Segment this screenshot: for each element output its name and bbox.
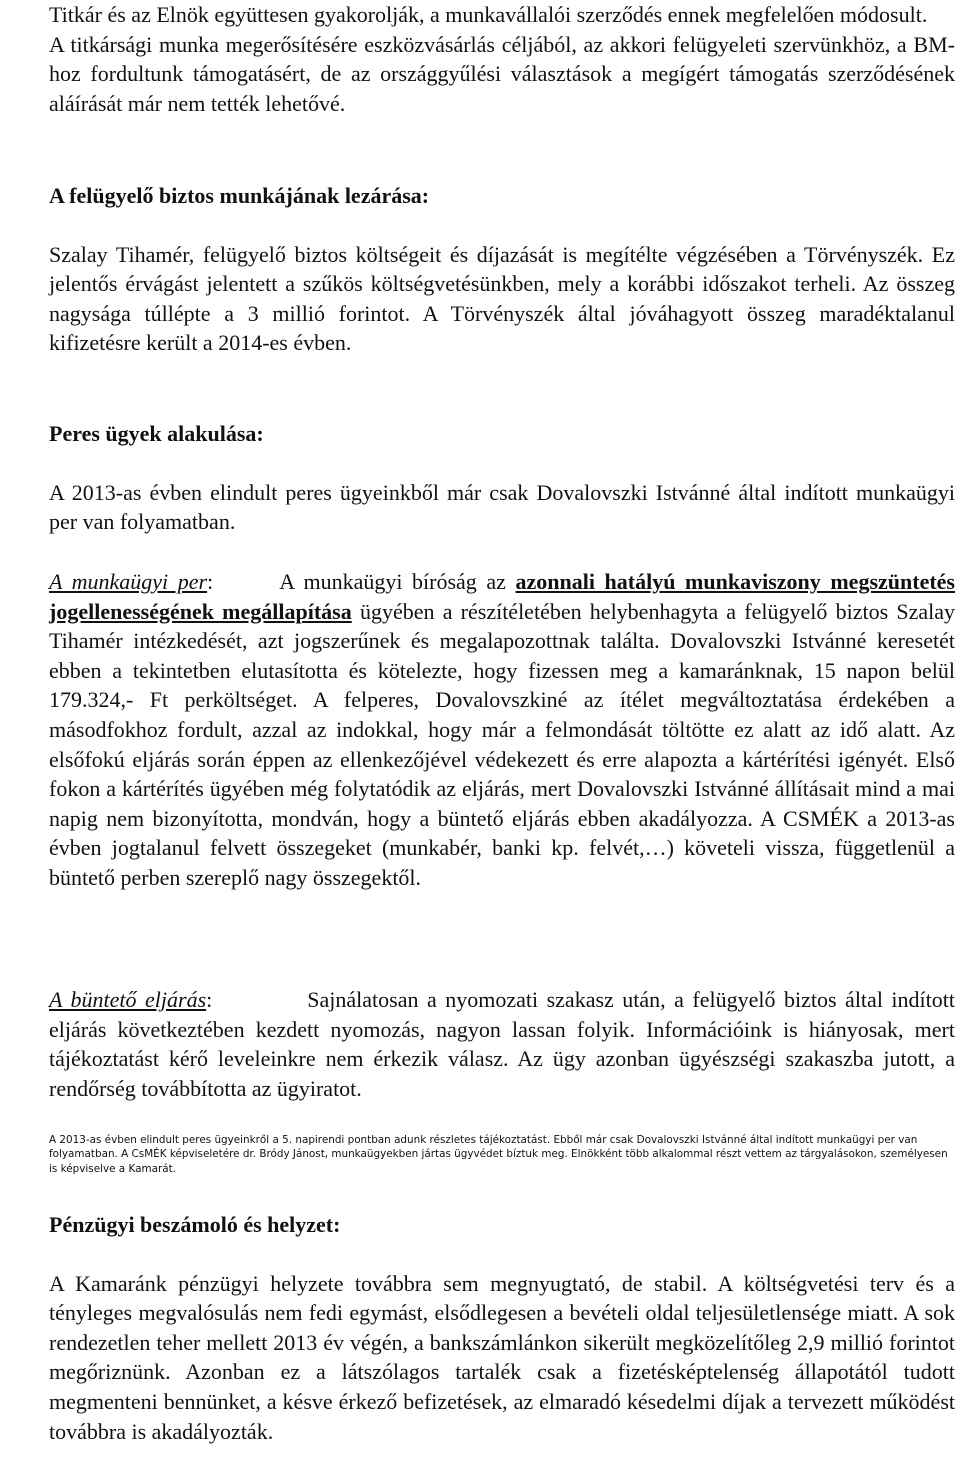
labor-case-emphasis: azonnali hatályú munkaviszony megszüntetés jogellenességének megállapítása [49, 569, 955, 624]
lawsuits-heading: Peres ügyek alakulása: [49, 421, 264, 446]
footnote-text: A 2013-as évben elindult peres ügyeinkről a 5. napirendi pontban adunk részletes tájékoztatást. Ebből már csak Dovalovszki Istvánné által indított munkaügyi per van folyamatban. A CsMÉK képviseletére dr. Bródy Jánost, munkaügyekben jártas ügyvédet bíztuk meg. Elnökként több alkalommal részt vettem az tárgyalásokon, személyesen is képviselve a Kamarát. [49, 1134, 948, 1175]
labor-case-label: A munkaügyi per [49, 569, 208, 594]
finance-paragraph: A Kamaránk pénzügyi helyzete továbbra sem megnyugtató, de stabil. A költségvetési terv és a tényleges megvalósulás nem fedi egymást, elsődlegesen a bevételi oldal teljesületlensége miatt. A sok rendezetlen teher mellett 2013 év végén, a bankszámlánkon sikerült megközelítőleg 2,9 millió forintot megőriznünk. Azonban ez a látszólagos tartalék csak a fizetésképtelenség állapotától tudott megmenteni bennünket, a késve érkező befizetések, az elmaradó késedelmi díjak a tervezett működést továbbra is akadályozták. [49, 1270, 955, 1444]
intro-paragraph-1: Titkár és az Elnök együttesen gyakorolják, a munkavállalói szerződés ennek megfelelően módosult. [49, 2, 928, 27]
supervisor-heading: A felügyelő biztos munkájának lezárása: [49, 183, 430, 208]
lawsuits-section [49, 419, 955, 537]
intro-section [49, 0, 955, 118]
supervisor-section [49, 181, 955, 358]
labor-case-paragraph: A munkaügyi per: A munkaügyi bíróság az azonnali hatályú munkaviszony megszüntetés jogellenességének megállapítása ügyében a részítéletében helybenhagyta a felügyelő biztos Szalay Tihamér intézkedését, azt jogszerűnek és megalapozottnak találta. Dovalovszki Istvánné keresetét ebben a tekintetben elutasította és kötelezte, hogy fizessen meg a kamaránknak, 15 napon belül 179.324,- Ft perköltséget. A felperes, Dovalovszkiné az ítélet megváltoztatása érdekében a másodfokhoz fordult, azzal az indokkal, hogy már a felmondását töltötte ez alatt az idő alatt. Az elsőfokú eljárás során éppen az ellenkezőjével védekezett és erre alapozta a kártérítési igényét. Első fokon a kártérítés ügyében még folytatódik az eljárás, mert Dovalovszki Istvánné állításait mind a mai napig nem bizonyította, mondván, hogy a büntető eljárás ebben akadályozza. A CSMÉK a 2013-as évben jogtalanul felvett összegeket (munkabér, banki kp. felvét,…) követeli vissza, függetlenül a büntető perben szereplő nagy összegektől. [49, 569, 955, 890]
criminal-case-section [49, 985, 955, 1103]
labor-case-section [49, 567, 955, 893]
supervisor-paragraph: Szalay Tihamér, felügyelő biztos költségeit és díjazását is megítélte végzésében a Törvényszék. Ez jelentős érvágást jelentett a szűkös költségvetésünkben, mely a korábbi időszakot terheli. Az összeg nagysága túllépte a 3 millió forintot. A Törvényszék által jóváhagyott összeg maradéktalanul kifizetésre került a 2014-es évben. [49, 241, 955, 356]
criminal-case-paragraph: A büntető eljárás: Sajnálatosan a nyomozati szakasz után, a felügyelő biztos által indított eljárás következtében kezdett nyomozás, nagyon lassan folyik. Információink is hiányosak, mert tájékoztatást kérő leveleinkre nem érkezik válasz. Az ügy azonban ügyészségi szakaszba jutott, a rendőrség továbbította az ügyiratot. [49, 987, 955, 1101]
lawsuits-paragraph: A 2013-as évben elindult peres ügyeinkből már csak Dovalovszki Istvánné által indított munkaügyi per van folyamatban. [49, 479, 955, 535]
footnote-section [49, 1133, 955, 1176]
criminal-case-label: A büntető eljárás [49, 987, 207, 1012]
finance-section [49, 1210, 955, 1446]
finance-heading: Pénzügyi beszámoló és helyzet: [49, 1212, 341, 1237]
intro-paragraph-2: A titkársági munka megerősítésére eszközvásárlás céljából, az akkori felügyeleti szervünkhöz, a BM-hoz fordultunk támogatásért, de az országgyűlési választások a megígért támogatás szerződésének aláírását már nem tették lehetővé. [49, 31, 955, 116]
